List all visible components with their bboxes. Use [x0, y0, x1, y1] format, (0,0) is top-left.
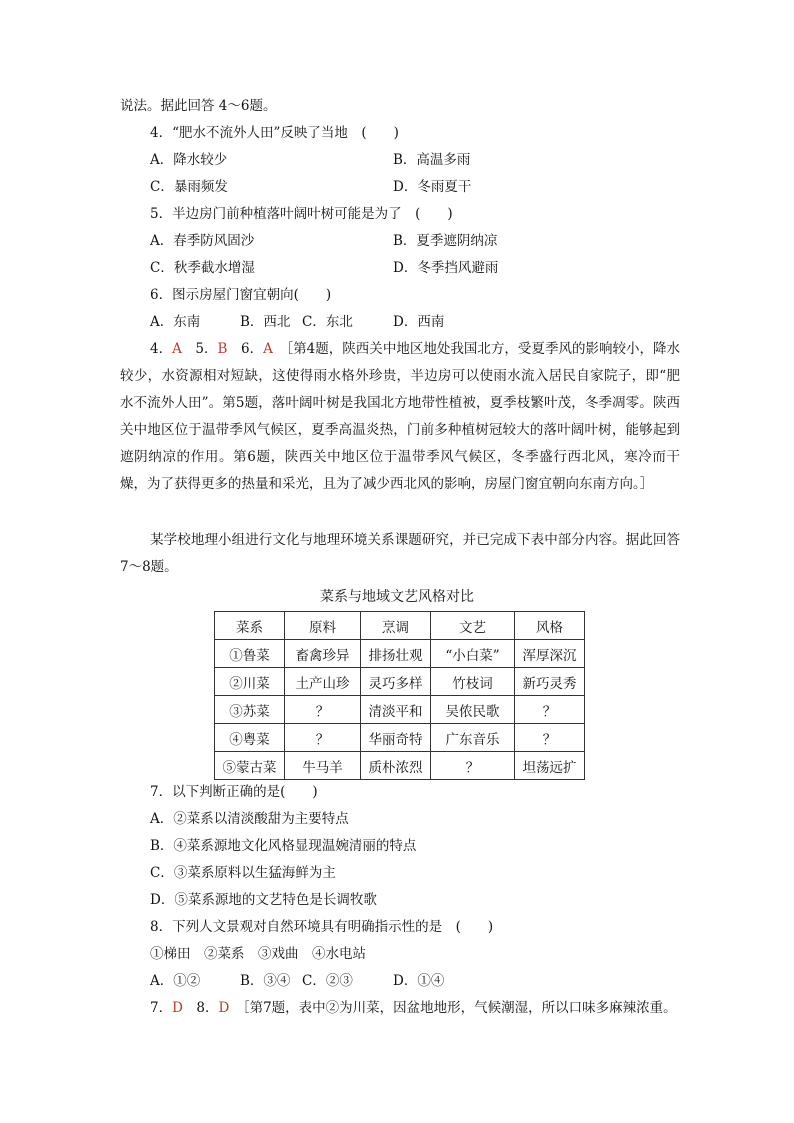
cuisine-comparison-table [214, 611, 585, 780]
question-8-stem: 8．下列人文景观对自然环境具有明确指示性的是 ( ) [150, 919, 494, 935]
question-5-option-b: B．夏季遮阴纳凉 [393, 233, 498, 249]
answer-8-number: 8． [196, 1000, 219, 1016]
table-header-cell: 烹调 [361, 612, 431, 640]
table-cell: 新巧灵秀 [515, 668, 585, 696]
table-cell: “小白菜” [431, 640, 515, 668]
table-row [215, 668, 585, 696]
table-cell: 灵巧多样 [361, 668, 431, 696]
question-4-option-d: D．冬雨夏干 [393, 179, 472, 195]
question-7-option-b: B．④菜系源地文化风格显现温婉清丽的特点 [150, 838, 417, 854]
intro-tail: 说法。据此回答 4～6题。 [120, 98, 277, 114]
table-cell: 广东音乐 [431, 724, 515, 752]
intro-7-8-text: 某学校地理小组进行文化与地理环境关系课题研究，并已完成下表中部分内容。据此回答 7～8题。 [120, 532, 680, 575]
question-6-stem: 6．图示房屋门窗宜朝向( ) [150, 287, 332, 303]
question-7-option-a: A．②菜系以清淡酸甜为主要特点 [150, 811, 349, 827]
table-cell: ？ [431, 752, 515, 780]
table-cell: 牛马羊 [285, 752, 361, 780]
table-cell: ③苏菜 [215, 696, 285, 724]
table-header-cell: 风格 [515, 612, 585, 640]
answer-8-letter: D [218, 1000, 230, 1016]
question-8-option-c: C．②③ [302, 973, 353, 989]
answer-4-letter: A [172, 341, 182, 357]
question-6-option-c: C．东北 [302, 314, 353, 330]
question-6-option-b: B．西北 [240, 314, 291, 330]
question-6-option-a: A．东南 [150, 314, 201, 330]
question-8-option-a: A．①② [150, 973, 201, 989]
intro-7-8 [120, 527, 680, 581]
table-caption: 菜系与地域文艺风格对比 [320, 589, 474, 605]
question-5-option-c: C．秋季截水增湿 [150, 260, 255, 276]
question-7-stem: 7．以下判断正确的是( ) [150, 784, 318, 800]
table-cell: ④粤菜 [215, 724, 285, 752]
answer-4-6-explanation: ［第4题，陕西关中地区地处我国北方，受夏季风的影响较小，降水较少，水资源相对短缺，这使得雨水格外珍贵，半边房可以使雨水流入居民自家院子，即“肥水不流外人田”。第5题，落叶阔叶树是我国北方地带性植被，夏季枝繁叶茂，冬季凋零。陕西关中地区位于温带季风气候区，夏季高温炎热，门前多种植树冠较大的落叶阔叶树，能够起到遮阴纳凉的作用。第6题，陕西关中地区位于温带季风气候区，冬季盛行西北风，寒冷而干燥，为了获得更多的热量和采光，且为了减少西北风的影响，房屋门窗宜朝向东南方向。］ [120, 341, 681, 492]
table-cell: 坦荡远扩 [515, 752, 585, 780]
table-cell: 华丽奇特 [361, 724, 431, 752]
answer-6-letter: A [263, 341, 273, 357]
table-cell: ⑤蒙古菜 [215, 752, 285, 780]
question-6-option-d: D．西南 [393, 314, 445, 330]
table-cell: ①鲁菜 [215, 640, 285, 668]
answer-7-number: 7． [150, 1000, 173, 1016]
answer-7-letter: D [172, 1000, 183, 1016]
question-4-option-b: B．高温多雨 [393, 152, 471, 168]
answer-7-8-explanation: ［第7题，表中②为川菜，因盆地地形，气候潮湿，所以口味多麻辣浓重。 [242, 1000, 677, 1016]
table-row [215, 752, 585, 780]
table-row [215, 724, 585, 752]
table-row [215, 640, 585, 668]
answer-4-number: 4． [150, 341, 173, 357]
table-header-cell: 菜系 [215, 612, 285, 640]
answer-6-number: 6． [240, 341, 264, 357]
question-5-option-a: A．春季防风固沙 [150, 233, 255, 249]
table-header-cell: 文艺 [431, 612, 515, 640]
table-cell: 土产山珍 [285, 668, 361, 696]
answer-5-number: 5． [195, 341, 218, 357]
table-cell: 排扬壮观 [361, 640, 431, 668]
question-5-stem: 5．半边房门前种植落叶阔叶树可能是为了 ( ) [150, 206, 453, 222]
table-header-cell: 原料 [285, 612, 361, 640]
table-cell: 竹枝词 [431, 668, 515, 696]
question-4-stem: 4．“肥水不流外人田”反映了当地 ( ) [150, 125, 399, 141]
question-5-option-d: D．冬季挡风避雨 [393, 260, 499, 276]
question-4-option-c: C．暴雨频发 [150, 179, 228, 195]
question-8-option-b: B．③④ [240, 973, 291, 989]
table-cell: 清淡平和 [361, 696, 431, 724]
table-cell: ？ [285, 696, 361, 724]
table-cell: ②川菜 [215, 668, 285, 696]
table-cell: 质朴浓烈 [361, 752, 431, 780]
table-cell: 浑厚深沉 [515, 640, 585, 668]
table-cell: ？ [515, 696, 585, 724]
question-8-option-d: D．①④ [393, 973, 445, 989]
question-8-items: ①梯田 ②菜系 ③戏曲 ④水电站 [150, 946, 366, 962]
table-cell: 畜禽珍异 [285, 640, 361, 668]
table-row [215, 696, 585, 724]
answer-7-8 [150, 999, 677, 1017]
question-7-option-c: C．③菜系原料以生猛海鲜为主 [150, 865, 336, 881]
table-cell: ？ [285, 724, 361, 752]
table-cell: ？ [515, 724, 585, 752]
table-header-row [215, 612, 585, 640]
question-4-option-a: A．降水较少 [150, 152, 228, 168]
answer-4-6 [120, 336, 680, 498]
answer-5-letter: B [217, 341, 228, 357]
question-7-option-d: D．⑤菜系源地的文艺特色是长调牧歌 [150, 892, 377, 908]
table-cell: 吴侬民歌 [431, 696, 515, 724]
